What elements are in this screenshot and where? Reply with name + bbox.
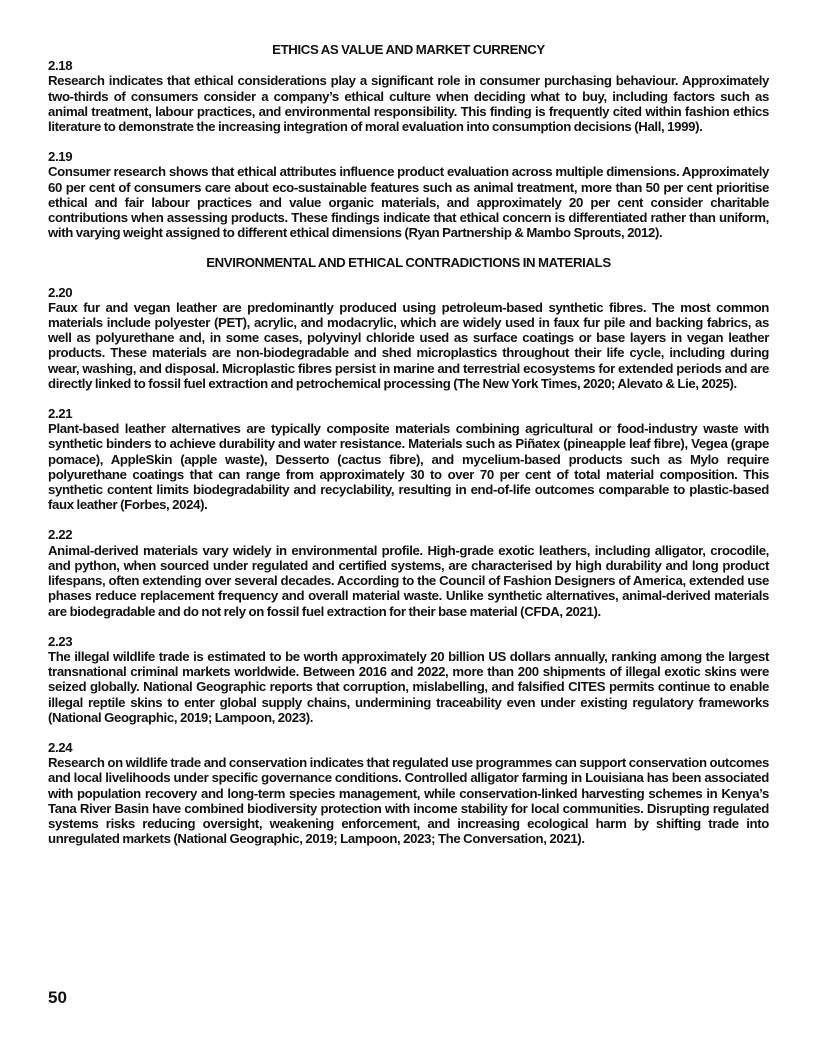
paragraph-number: 2.19 — [48, 149, 73, 165]
paragraph-text: Consumer research shows that ethical attributes influence product evaluation across multiple dimensions. Approximately 60 per cent of consumers care about eco-sustainable features such as animal treatment, more than 50 per cent prioritise ethical and fair labour practices and value organic materials, and approximately 20 per cent consider charitable contributions when assessing products. These findings indicate that ethical concern is differentiated rather than uniform, with varying weight assigned to different ethical dimensions (Ryan Partnership & Mambo Sprouts, 2012). — [48, 164, 769, 241]
paragraph-text: Research on wildlife trade and conservation indicates that regulated use programmes can support conservation outcomes and local livelihoods under specific governance conditions. Controlled alligator farming in Louisiana has been associated with population recovery and long-term species management, while conservation-linked harvesting schemes in Kenya’s Tana River Basin have combined biodiversity protection with income stability for local communities. Disrupting regulated systems risks reducing oversight, weakening enforcement, and increasing ecological harm by shifting trade into unregulated markets (National Geographic, 2019; Lampoon, 2023; The Conversation, 2021). — [48, 755, 769, 847]
document-page — [48, 42, 769, 861]
paragraph-number: 2.18 — [48, 58, 73, 74]
paragraph-number: 2.20 — [48, 284, 73, 300]
paragraph-text: Plant-based leather alternatives are typically composite materials combining agricultural or food-industry waste with synthetic binders to achieve durability and water resistance. Materials such as Piñatex (pineapple leaf fibre), Vegea (grape pomace), AppleSkin (apple waste), Desserto (cactus fibre), and mycelium-based products such as Mylo require polyurethane coatings that can range from approximately 30 to over 70 per cent of total material composition. This synthetic content limits biodegradability and recyclability, resulting in end-of-life outcomes comparable to plastic-based faux leather (Forbes, 2024). — [48, 421, 769, 513]
paragraph-text: Animal-derived materials vary widely in environmental profile. High-grade exotic leathers, including alligator, crocodile, and python, when sourced under regulated and certified systems, are characterised by high durability and long product lifespans, often extending over several decades. According to the Council of Fashion Designers of America, extended use phases reduce replacement frequency and overall material waste. Unlike synthetic alternatives, animal-derived materials are biodegradable and do not rely on fossil fuel extraction for their base material (CFDA, 2021). — [48, 542, 769, 619]
paragraph-2-23 — [48, 634, 769, 725]
paragraph-2-19 — [48, 149, 769, 240]
paragraph-2-18 — [48, 58, 769, 134]
section-heading-materials: ENVIRONMENTAL AND ETHICAL CONTRADICTIONS IN MATERIALS — [206, 255, 611, 271]
page-number: 50 — [48, 988, 67, 1007]
paragraph-text: The illegal wildlife trade is estimated to be worth approximately 20 billion US dollars annually, ranking among the largest transnational criminal markets worldwide. Between 2016 and 2022, more than 200 shipments of illegal exotic skins were seized globally. National Geographic reports that corruption, mislabelling, and falsified CITES permits continue to enable illegal reptile skins to enter global supply chains, undermining traceability even under existing regulatory frameworks (National Geographic, 2019; Lampoon, 2023). — [48, 648, 769, 725]
paragraph-number: 2.24 — [48, 739, 73, 755]
section-heading-ethics: ETHICS AS VALUE AND MARKET CURRENCY — [272, 42, 545, 57]
paragraph-number: 2.21 — [48, 406, 73, 422]
paragraph-text: Research indicates that ethical considerations play a significant role in consumer purchasing behaviour. Approximately two-thirds of consumers consider a company’s ethical culture when deciding what to buy, including factors such as animal treatment, labour practices, and environmental responsibility. This finding is frequently cited within fashion ethics literature to demonstrate the increasing integration of moral evaluation into consumption decisions (Hall, 1999). — [48, 73, 769, 135]
paragraph-2-20 — [48, 285, 769, 391]
paragraph-2-24 — [48, 740, 769, 846]
paragraph-number: 2.23 — [48, 633, 73, 649]
paragraph-2-21 — [48, 406, 769, 512]
paragraph-text: Faux fur and vegan leather are predominantly produced using petroleum-based synthetic fibres. The most common materials include polyester (PET), acrylic, and modacrylic, which are widely used in faux fur pile and backing fabrics, as well as polyurethane and, in some cases, polyvinyl chloride used as surface coatings or base layers in vegan leather products. These materials are non-biodegradable and shed microplastics throughout their life cycle, including during wear, washing, and disposal. Microplastic fibres persist in marine and terrestrial ecosystems for extended periods and are directly linked to fossil fuel extraction and petrochemical processing (The New York Times, 2020; Alevato & Lie, 2025). — [48, 299, 769, 391]
paragraph-number: 2.22 — [48, 527, 73, 543]
paragraph-2-22 — [48, 527, 769, 618]
